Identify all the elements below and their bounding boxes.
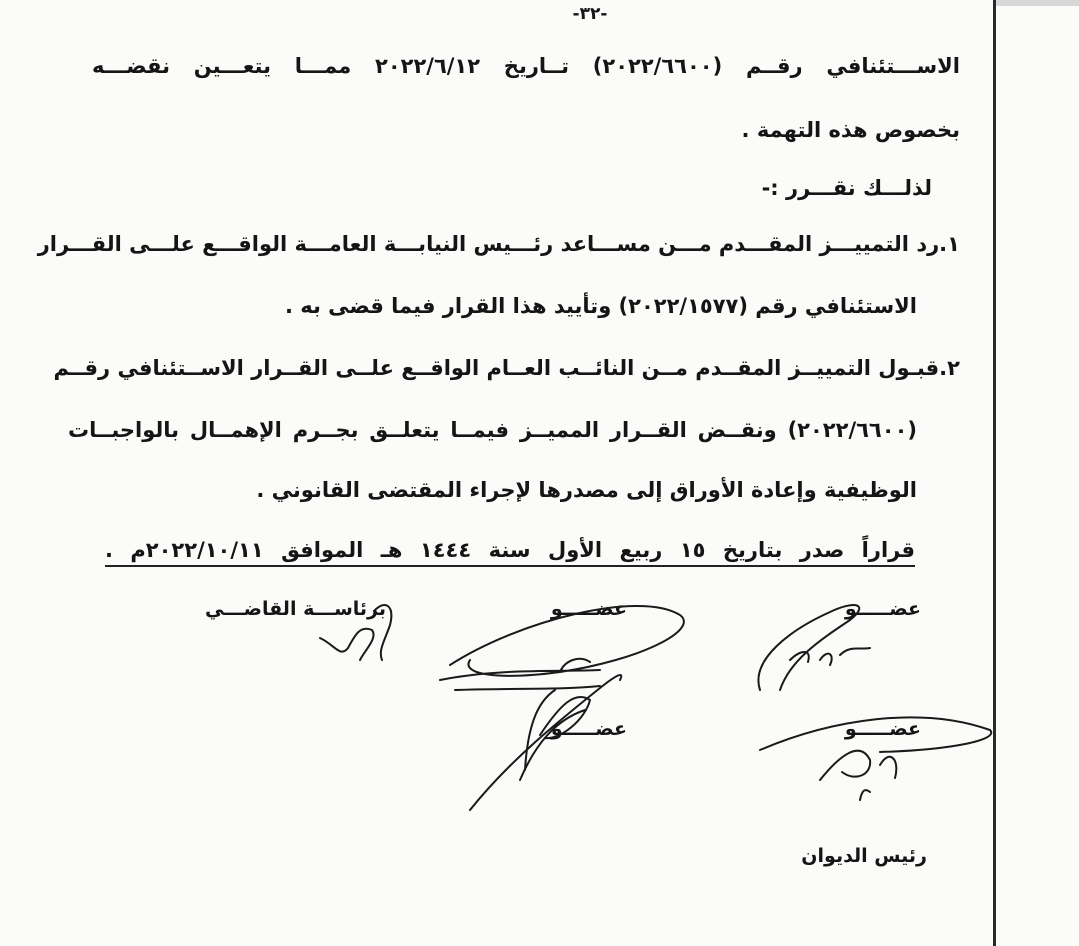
item-1-line-2: الاستئنافي رقم (٢٠٢٢/١٥٧٧) وتأييد هذا القرار فيما قضى به .	[284, 294, 917, 318]
member-3-label: عضـــــو	[550, 718, 627, 740]
member-1-label: عضـــــو	[844, 598, 921, 620]
item-1-line-1: ١.رد التمييـــز المقـــدم مـــن مســـاعد رئـــيس النيابـــة العامـــة الواقـــع علـــى القـــرار	[37, 232, 960, 256]
intro-line-2: بخصوص هذه التهمة .	[741, 118, 960, 142]
page-edge-shadow	[996, 0, 1079, 6]
intro-line-1: الاســـتئنافي رقــم (٢٠٢٢/٦٦٠٠) تــاريخ ٢٠٢٢/٦/١٢ ممـــا يتعـــين نقضـــه	[92, 54, 960, 78]
court-head-label: رئيس الديوان	[801, 845, 927, 867]
presiding-judge-label: برئاســـة القاضـــي	[204, 598, 386, 620]
decision-heading: لذلـــك نقـــرر :-	[761, 176, 932, 200]
item-2-line-2: (٢٠٢٢/٦٦٠٠) ونقــض القــرار المميــز فيمــا يتعلــق بجــرم الإهمــال بالواجبــات	[68, 418, 917, 442]
decision-date: قراراً صدر بتاريخ ١٥ ربيع الأول سنة ١٤٤٤ هـ الموافق ٢٠٢٢/١٠/١١م .	[105, 535, 915, 567]
member-4-label: عضـــــو	[844, 718, 921, 740]
item-2-line-3: الوظيفية وإعادة الأوراق إلى مصدرها لإجراء المقتضى القانوني .	[256, 478, 917, 502]
member-2-label: عضـــــو	[550, 598, 627, 620]
page-number: -٣٢-	[572, 4, 608, 24]
page-edge	[993, 0, 996, 946]
item-2-line-1: ٢.قبـول التمييــز المقــدم مــن النائــب العــام الواقــع علــى القــرار الاســتئنافي رقــم	[53, 356, 960, 380]
signature-member-3	[470, 675, 621, 810]
